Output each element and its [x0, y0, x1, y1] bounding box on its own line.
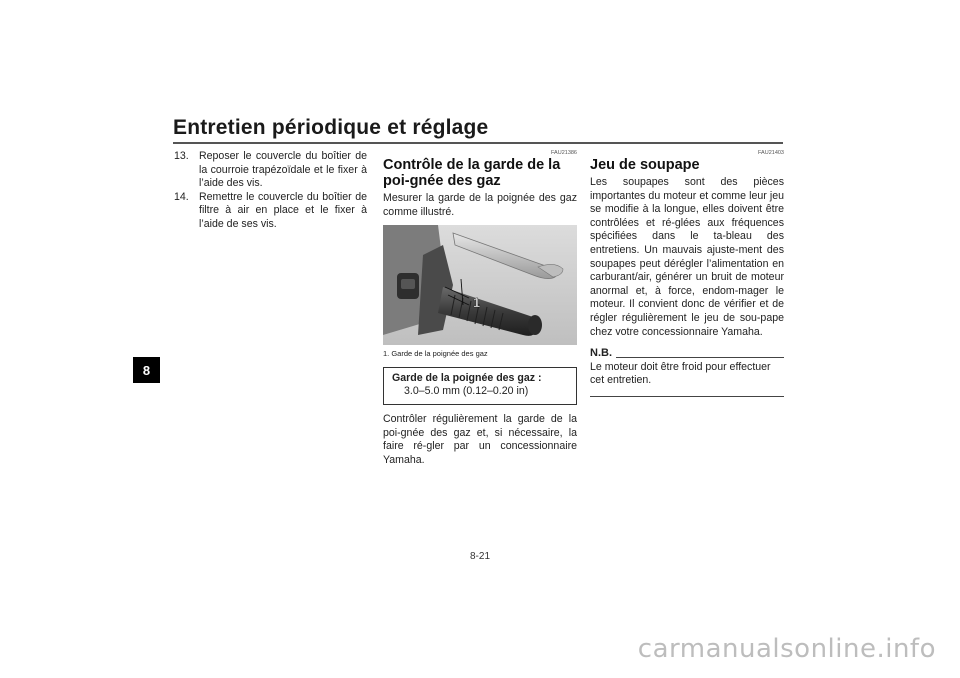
- throttle-grip-illustration: [383, 225, 577, 345]
- step-text: Reposer le couvercle du boîtier de la courroie trapézoïdale et le fixer à l’aide des vis.: [199, 150, 367, 190]
- step-number: 14.: [174, 190, 189, 203]
- figure-caption: 1. Garde de la poignée des gaz: [383, 349, 488, 359]
- column-2: [383, 150, 577, 468]
- nb-label: N.B.: [590, 347, 612, 360]
- nb-end-rule: [590, 396, 784, 397]
- section-title-valve: Jeu de soupape: [590, 157, 700, 173]
- spec-label: Garde de la poignée des gaz :: [392, 372, 542, 385]
- page-header-title: Entretien périodique et réglage: [173, 116, 489, 139]
- page-number: 8-21: [469, 551, 490, 562]
- valve-body: Les soupapes sont des pièces importantes du moteur et comme leur jeu se modifie à la longue, elles doivent être contrôlées et ré-glées aux fréquences spécifiées dans le ta-bleau des entretiens. Un mauvais ajuste-ment des soupapes peut dérégler l’alimentation en carburant/air, générer un bruit de moteur anormal et, à force, endom-mager le moteur. Il convient donc de vérifier et de régler régulièrement le jeu de sou-pape chez votre concessionnaire Yamaha.: [590, 176, 784, 338]
- watermark: carmanualsonline.info: [637, 634, 936, 664]
- nb-rule: [616, 357, 784, 358]
- throttle-grip-figure: [383, 225, 577, 345]
- spec-value: 3.0–5.0 mm (0.12–0.20 in): [404, 385, 529, 398]
- column-3: [590, 150, 784, 397]
- nb-heading: [590, 347, 784, 361]
- step-13: [174, 150, 367, 191]
- step-text: Remettre le couvercle du boîtier de filtre à air en place et le fixer à l’aide de ses vis.: [199, 190, 367, 230]
- step-number: 13.: [174, 150, 189, 162]
- spec-box: [383, 367, 577, 405]
- figure-callout-1: 1: [473, 295, 481, 311]
- reference-code: FAU21386: [551, 150, 577, 156]
- nb-text: Le moteur doit être froid pour effectuer cet entretien.: [590, 360, 771, 387]
- reference-code: FAU21403: [758, 150, 784, 156]
- header-rule: [173, 142, 783, 144]
- column-1: [174, 150, 367, 232]
- step-14: [174, 191, 367, 232]
- section-title-throttle: Contrôle de la garde de la poi-gnée des gaz: [383, 157, 561, 189]
- throttle-body: Contrôler régulièrement la garde de la poi-gnée des gaz et, si nécessaire, la faire ré-gler par un concessionnaire Yamaha.: [383, 413, 577, 466]
- chapter-tab: 8: [133, 357, 160, 383]
- throttle-intro: Mesurer la garde de la poignée des gaz comme illustré.: [383, 192, 577, 218]
